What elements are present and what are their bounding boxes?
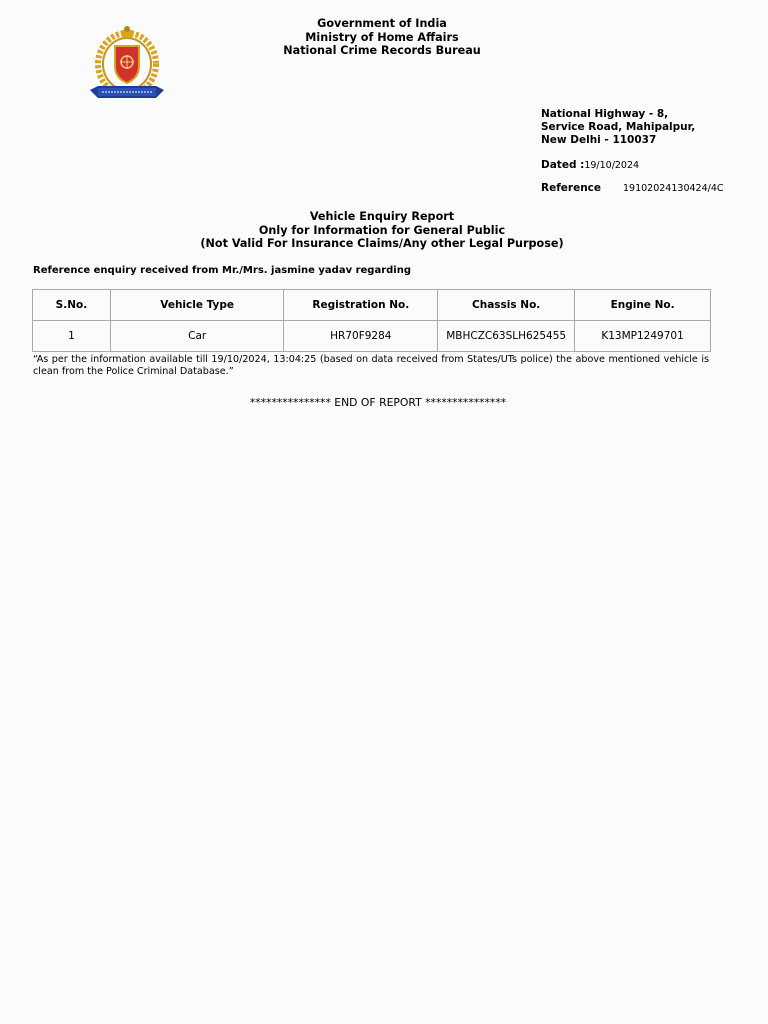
reference-field bbox=[541, 182, 724, 194]
title-line-2: Only for Information for General Public bbox=[258, 223, 506, 237]
header-line-bureau: National Crime Records Bureau bbox=[283, 44, 481, 57]
column-header-chassis: Chassis No. bbox=[438, 290, 575, 321]
clearance-note: “As per the information available till 19/10/2024, 13:04:25 (based on data received from States/UTs police) the above mentioned vehicle is clean from the Police Criminal Database.” bbox=[33, 354, 709, 377]
vehicle-table bbox=[32, 289, 711, 352]
cell-chassis: MBHCZC63SLH625455 bbox=[438, 321, 575, 352]
cell-vehicle-type: Car bbox=[110, 321, 284, 352]
report-title bbox=[132, 210, 632, 251]
document-header bbox=[232, 17, 532, 58]
dated-value: 19/10/2024 bbox=[584, 160, 640, 171]
header-line-ministry: Ministry of Home Affairs bbox=[305, 30, 459, 44]
cell-sno: 1 bbox=[33, 321, 111, 352]
column-header-sno: S.No. bbox=[33, 290, 111, 321]
ncrb-emblem-icon bbox=[86, 22, 168, 106]
dated-label: Dated : bbox=[541, 159, 585, 171]
address-line-2: Service Road, Mahipalpur, bbox=[541, 120, 696, 133]
reference-label: Reference bbox=[541, 182, 602, 194]
enquiry-text: Reference enquiry received from Mr./Mrs. jasmine yadav regarding bbox=[33, 265, 411, 276]
dated-field bbox=[541, 159, 639, 171]
reference-value: 19102024130424/4C bbox=[623, 183, 724, 194]
column-header-engine: Engine No. bbox=[575, 290, 711, 321]
end-of-report: *************** END OF REPORT *************** bbox=[249, 396, 507, 409]
header-line-government: Government of India bbox=[317, 17, 447, 30]
cell-registration: HR70F9284 bbox=[284, 321, 438, 352]
address-line-1: National Highway - 8, bbox=[541, 108, 669, 120]
address-line-3: New Delhi - 110037 bbox=[541, 133, 657, 146]
office-address bbox=[541, 108, 695, 146]
title-line-1: Vehicle Enquiry Report bbox=[309, 210, 455, 223]
table-row bbox=[33, 321, 711, 352]
cell-engine: K13MP1249701 bbox=[575, 321, 711, 352]
title-line-3: (Not Valid For Insurance Claims/Any other Legal Purpose) bbox=[200, 237, 564, 250]
column-header-vehicle-type: Vehicle Type bbox=[110, 290, 284, 321]
column-header-registration: Registration No. bbox=[284, 290, 438, 321]
table-header-row bbox=[33, 290, 711, 321]
